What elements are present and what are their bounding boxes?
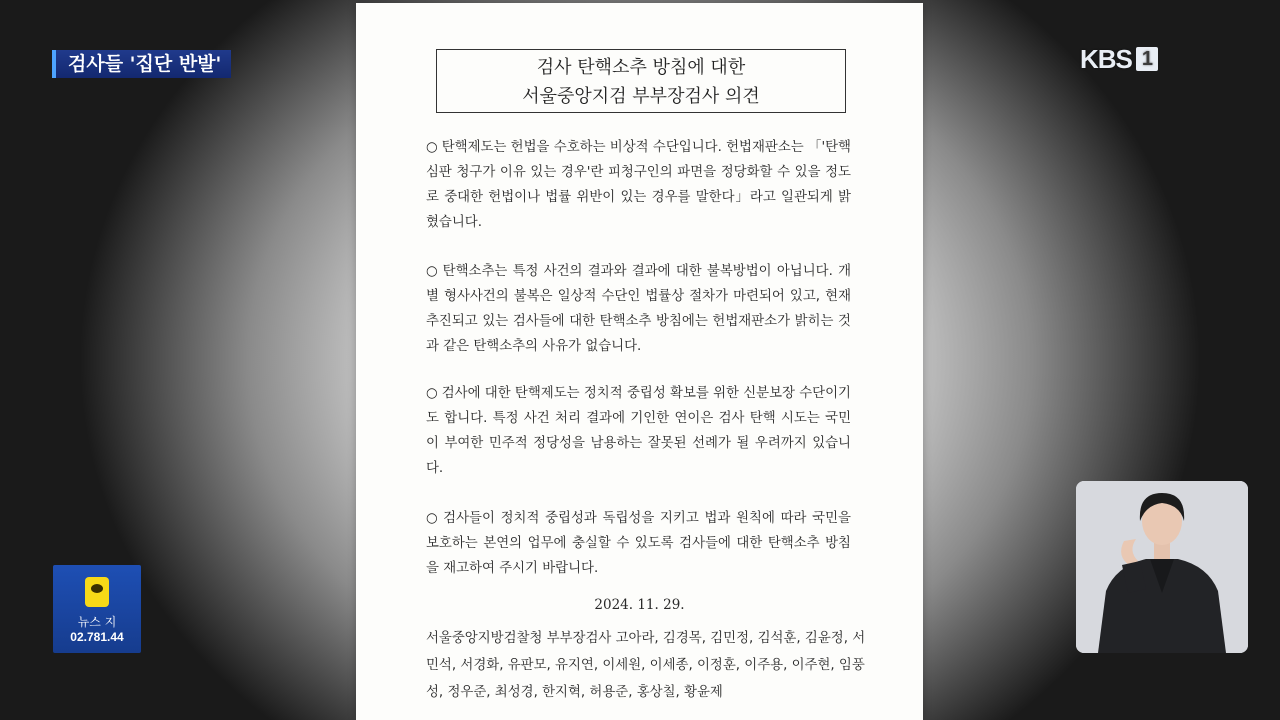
sign-language-interpreter-icon — [1076, 481, 1248, 653]
circle-bullet-icon: ○ — [426, 386, 438, 401]
paragraph-2 — [426, 259, 851, 359]
kakaotalk-icon — [85, 577, 109, 607]
circle-bullet-icon: ○ — [426, 140, 438, 155]
kbs1-logo — [1080, 44, 1158, 75]
circle-bullet-icon: ○ — [426, 511, 440, 526]
paragraph-3-text: 검사에 대한 탄핵제도는 정치적 중립성 확보를 위한 신분보장 수단이기도 합니다. 특정 사건 처리 결과에 기인한 연이은 검사 탄핵 시도는 국민이 부여한 민주적 정당성을 남용하는 잘못된 선례가 될 우려까지 있습니다. — [426, 386, 851, 476]
channel-number: 1 — [1136, 47, 1158, 71]
document-title-line2: 서울중앙지검 부부장검사 의견 — [522, 86, 760, 107]
document-page — [356, 3, 923, 720]
channel-logo-text: KBS — [1080, 44, 1132, 74]
circle-bullet-icon: ○ — [426, 264, 439, 279]
news-tip-phone: 02.781.44 — [70, 630, 124, 644]
paragraph-2-text: 탄핵소추는 특정 사건의 결과와 결과에 대한 불복방법이 아닙니다. 개별 형사사건의 불복은 일상적 수단인 법률상 절차가 마련되어 있고, 현재 추진되고 있는 검사들에 대한 탄핵소추 방침에는 헌법재판소가 밝히는 것과 같은 탄핵소추의 사유가 없습니다. — [426, 264, 852, 354]
paragraph-4 — [426, 506, 851, 581]
news-tip-label: 뉴스 지 — [77, 615, 117, 629]
paragraph-4-text: 검사들이 정치적 중립성과 독립성을 지키고 법과 원칙에 따라 국민을 보호하는 본연의 업무에 충실할 수 있도록 검사들에 대한 탄핵소추 방침을 재고하여 주시기 바랍니다. — [426, 511, 851, 576]
document-title-box — [436, 49, 846, 113]
news-topic-banner: 검사들 '집단 반발' — [52, 50, 231, 78]
paragraph-3 — [426, 381, 851, 481]
sign-language-interpreter-window — [1076, 481, 1248, 653]
news-tip-box — [53, 565, 141, 653]
paragraph-1 — [426, 135, 851, 235]
signatories-list: 서울중앙지방검찰청 부부장검사 고아라, 김경목, 김민정, 김석훈, 김윤정, 서민석, 서경화, 유판모, 유지연, 이세원, 이세종, 이정훈, 이주용, 이주현, 임풍성, 정우준, 최성경, 한지혁, 허용준, 홍상칠, 황윤제 — [426, 631, 866, 700]
document-date: 2024. 11. 29. — [594, 597, 685, 613]
document-title-line1: 검사 탄핵소추 방침에 대한 — [536, 57, 746, 78]
paragraph-1-text: 탄핵제도는 헌법을 수호하는 비상적 수단입니다. 헌법재판소는 「'탄핵 심판 청구가 이유 있는 경우'란 피청구인의 파면을 정당화할 수 있을 정도로 중대한 헌법이나 법률 위반이 있는 경우를 말한다」라고 일관되게 밝혔습니다. — [426, 140, 851, 230]
